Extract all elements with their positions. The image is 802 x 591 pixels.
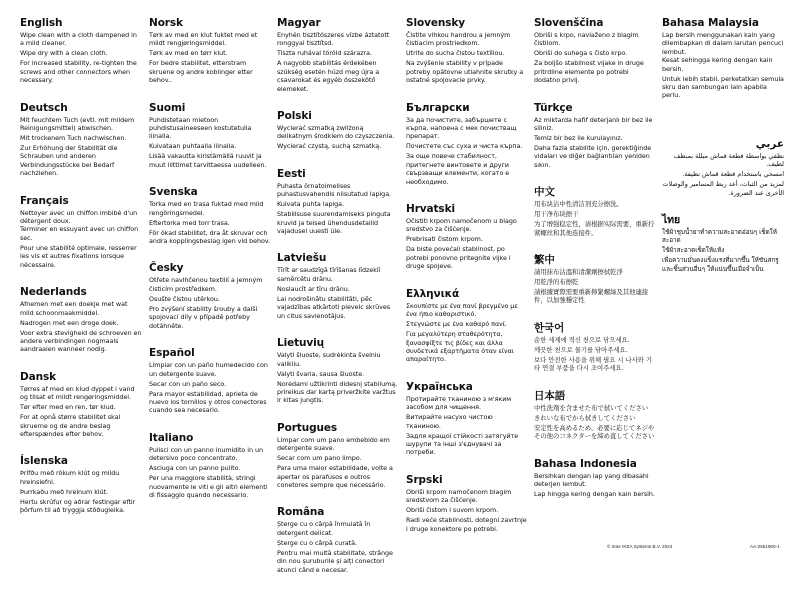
- instruction-text: เพื่อความมั่นคงแข็งแรงที่มากขึ้น ให้ขันสกรูและชิ้นส่วนอื่นๆ ให้แน่นขึ้นเมื่อจำเป็น: [662, 256, 779, 273]
- language-heading: Dansk: [20, 370, 57, 383]
- instruction-text: امسحي باستخدام قطعة قماش نظيفة.: [682, 170, 784, 179]
- instruction-text: Stabiilsuse suurendamiseks pinguta kruvid ja teised ühendusdetailid vajadusel uuesti üle.: [277, 210, 391, 236]
- language-heading: Česky: [149, 262, 184, 275]
- instruction-text: Da biste povećali stabilnost, po potrebi ponovno pritegnite vijke i druge spojeve.: [406, 245, 511, 271]
- instruction-text: Bersihkan dengan lap yang dibasahi deterjen lembut.: [534, 471, 649, 488]
- instruction-text: 安定性を高めるため、必要に応じてネジやその他のコネクターを締め直してください: [534, 423, 655, 441]
- instruction-text: Kuivata puhta lapiga.: [277, 200, 344, 209]
- language-section: [277, 252, 399, 320]
- language-heading: Srpski: [406, 473, 443, 486]
- language-section: [406, 381, 528, 457]
- instruction-text: Daha fazla stabilite için, gerektiğinde vidaları ve diğer bağlantıları yeniden sıkın.: [534, 144, 652, 169]
- instruction-text: Mit trockenem Tuch nachwischen.: [20, 134, 127, 143]
- language-heading: 한국어: [534, 321, 565, 334]
- instruction-text: Čistite vlhkou handrou a jemným čistiacim prostriedkom.: [406, 31, 511, 48]
- instruction-text: Hertu skrúfur og aðrar festingar eftir þörfum til að tryggja stöðugleika.: [20, 497, 136, 515]
- instruction-text: Σκουπίστε με ένα πανί βρεγμένο με ένα ήπιο καθαριστικό.: [406, 301, 518, 319]
- instruction-text: 순한 세제에 적신 천으로 닦으세요.: [534, 335, 630, 344]
- instruction-text: Obriši čistom i suvom krpom.: [406, 506, 499, 515]
- language-section: [406, 288, 528, 364]
- instruction-text: 中性洗剤を含ませた布で拭いてください: [534, 403, 649, 412]
- instruction-text: Tīrīt ar saudzīgā tīrīšanas līdzeklī samērcētu drānu.: [277, 266, 381, 283]
- language-section: [277, 17, 399, 93]
- instruction-text: För ökad stabilitet, dra åt skruvar och andra kopplingsbeslag igen vid behov.: [149, 228, 271, 246]
- language-heading: Українська: [406, 380, 473, 393]
- language-section: [277, 422, 399, 490]
- language-heading: English: [20, 17, 63, 29]
- instruction-text: Limpar com um pano embebido em detergente suave.: [277, 435, 390, 453]
- instruction-text: Na zvýšenie stability v prípade potreby opätovne utiahnite skrutky a ostatné spojovacie prvky.: [406, 59, 524, 85]
- instruction-text: Obriši s krpo, navlaženo z blagim čistilom.: [534, 31, 639, 48]
- language-column: [406, 17, 528, 550]
- language-heading: Deutsch: [20, 101, 68, 114]
- instruction-text: Στεγνώστε με ένα καθαρό πανί.: [406, 320, 507, 329]
- language-heading: Suomi: [149, 101, 186, 114]
- instruction-text: لمزيد من الثبات، أعد ربط المسامير والوصلات الأخرى عند الضرورة.: [662, 180, 784, 197]
- language-heading: 繁中: [534, 254, 555, 267]
- instruction-text: Otřete navlhčenou textilií a jemným čisticím prostředkem.: [149, 276, 263, 293]
- language-heading: Svenska: [149, 186, 198, 199]
- instruction-text: Secar com um pano limpo.: [277, 454, 362, 463]
- instruction-text: Obriši krpom namočenom blagim sredstvom za čišćenje.: [406, 487, 512, 505]
- language-heading: Eesti: [277, 167, 306, 180]
- language-heading: عربي: [755, 137, 784, 150]
- language-section: [20, 286, 142, 354]
- language-column: [662, 17, 784, 290]
- instruction-text: きれいな布でから拭きしてください: [534, 413, 636, 422]
- language-section: [534, 458, 656, 499]
- language-heading: Magyar: [277, 17, 321, 29]
- language-section: [534, 390, 656, 441]
- instruction-text: 用干净布块擦干: [534, 210, 579, 219]
- instruction-text: نظفي بواسطة قطعة قماش مبللة بمنظف لطيف.: [673, 151, 784, 169]
- instruction-text: Lai nodrošinātu stabilitāti, pēc vajadzības atkārtoti pievelc skrūves un citus savienotājus.: [277, 294, 391, 320]
- instruction-text: Tørk av med en tørr klut.: [149, 49, 228, 58]
- language-heading: ไทย: [662, 214, 681, 227]
- language-section: [277, 506, 399, 574]
- instruction-text: Wycierać czystą, suchą szmatką.: [277, 142, 382, 151]
- instruction-text: Temiz bir bez ile kurulayınız.: [534, 134, 623, 143]
- instruction-text: For bedre stabilitet, etterstram skruene og andre koblinger etter behov..: [149, 59, 253, 85]
- instruction-text: Lap bersih menggunakan kain yang dilembapkan di dalam larutan pencuci lembut. Kesat sehingga kering dengan kain bersih.: [662, 31, 784, 73]
- instruction-text: ใช้ผ้าชุบน้ำยาทำความสะอาดอ่อนๆ เช็ดให้สะอาด: [662, 228, 777, 245]
- instruction-text: Prebrisati čistom krpom.: [406, 235, 483, 244]
- instruction-text: Za boljšo stabilnost vijake in druge pritrdilne elemente po potrebi dodatno privij.: [534, 59, 644, 85]
- language-section: [662, 214, 784, 273]
- instruction-text: Utrite do sucha čistou textíliou.: [406, 49, 505, 58]
- instruction-text: За да почистите, забършете с кърпа, напоена с мек почистващ препарат.: [406, 115, 517, 141]
- language-section: [20, 371, 142, 439]
- copyright-text: © Inter IKEA Systems B.V. 2024: [607, 544, 673, 549]
- instruction-text: Задля кращої стійкості затягуйте шурупи та інші з'єднувачі за потреби.: [406, 431, 519, 457]
- language-heading: 日本語: [534, 389, 566, 402]
- instruction-text: Mit feuchtem Tuch (evtl. mit mildem Reinigungsmittel) abwischen.: [20, 115, 135, 133]
- instruction-text: Per una maggiore stabilità, stringi nuovamente le viti e gli altri elementi di fissaggio quando necessario.: [149, 474, 268, 499]
- language-column: [149, 17, 271, 516]
- language-section: [149, 102, 271, 170]
- instruction-text: Lisää vakautta kiristämällä ruuvit ja muut liittimet tarvittaessa uudelleen.: [149, 152, 267, 169]
- language-section: [149, 262, 271, 330]
- language-section: [277, 110, 399, 151]
- instruction-text: Untuk lebih stabil, perketatkan semula skru dan sambungan lain apabila perlu.: [662, 74, 784, 100]
- instruction-text: Pro zvýšení stability šrouby a další spojovací díly v případě potřeby dotáhněte.: [149, 304, 258, 330]
- instruction-text: Kuivataan puhtaalla liinalla.: [149, 142, 237, 151]
- instruction-text: Витирайте насухо чистою тканиною.: [406, 413, 493, 430]
- instruction-text: Wipe dry with a clean cloth.: [20, 49, 108, 58]
- language-heading: 中文: [534, 186, 555, 199]
- document-number: AA-2551900-1: [750, 544, 780, 549]
- language-column: [20, 17, 142, 532]
- language-heading: Ελληνικά: [406, 287, 460, 300]
- instruction-text: Voor extra stevigheid de schroeven en andere verbindingen nogmaals aandraaien wanneer nodig.: [20, 328, 142, 354]
- language-section: [20, 195, 142, 269]
- instruction-text: 請根據實際需要重新擰緊螺絲及其他連接件，以加強穩定性: [534, 288, 649, 305]
- instruction-text: Afnemen met een doekje met wat mild schoonmaakmiddel.: [20, 300, 128, 317]
- language-heading: Hrvatski: [406, 203, 455, 216]
- instruction-text: Secar con un paño seco.: [149, 379, 227, 388]
- instruction-text: Asciuga con un panno pulito.: [149, 464, 241, 473]
- instruction-text: Протирайте тканиною з м'яким засобом для чищення.: [406, 394, 512, 412]
- language-section: [534, 17, 656, 85]
- language-section: [534, 102, 656, 170]
- language-heading: Nederlands: [20, 286, 87, 299]
- instruction-text: ใช้ผ้าสะอาดเช็ดให้แห้ง: [662, 246, 725, 255]
- instruction-text: Valyti švaria, sausa šluoste.: [277, 369, 365, 378]
- instruction-text: For at opnå større stabilitet skal skruerne og de andre beslag efterspændes efter behov.: [20, 413, 121, 438]
- instruction-text: Tørres af med en klud dyppet i vand og tilsat et mildt rengøringsmiddel.: [20, 384, 135, 402]
- instruction-text: Tiszta ruhával töröld szárazra.: [277, 49, 372, 58]
- instruction-text: Για μεγαλύτερη σταθερότητα, ξανασφίξτε τις βίδες και άλλα συνδετικά εξαρτήματα όταν είναι απαραίτητο.: [406, 330, 514, 364]
- instruction-text: Radi veće stabilnosti, dotegni zavrtnje i druge konektore po potrebi.: [406, 516, 527, 533]
- language-section: [534, 254, 656, 305]
- language-section: [20, 455, 142, 514]
- language-heading: Íslenska: [20, 455, 68, 468]
- instruction-text: Valyti šluoste, sudrėkinta švelniu valikliu.: [277, 351, 381, 368]
- instruction-text: Șterge cu o cârpă curată.: [277, 538, 357, 547]
- language-heading: Polski: [277, 110, 312, 123]
- instruction-text: Þrífðu með rökum klút og mildu hreinsiefni.: [20, 469, 120, 486]
- instruction-text: 用布块沾中性清洁剂充分擦洗。: [534, 200, 623, 209]
- language-column: [277, 17, 399, 591]
- instruction-text: Noslaucīt ar tīru drānu.: [277, 284, 350, 293]
- instruction-text: 为了增强稳定性，请根据实际需要，重新拧紧螺丝和其他连接件。: [534, 220, 655, 237]
- instruction-text: Obriši do suhega s čisto krpo.: [534, 49, 628, 58]
- language-section: [662, 17, 784, 100]
- language-section: [406, 474, 528, 533]
- instruction-text: Nettoyer avec un chiffon imbibé d'un détergent doux. Terminer en essuyant avec un chiffon sec.: [20, 208, 139, 242]
- language-section: [534, 186, 656, 237]
- language-section: [20, 17, 142, 85]
- language-column: [534, 17, 656, 515]
- language-section: [20, 102, 142, 178]
- language-heading: Türkçe: [534, 101, 573, 114]
- instruction-text: Wipe clean with a cloth dampened in a mild cleaner.: [20, 31, 137, 48]
- language-heading: Latviešu: [277, 252, 327, 265]
- instruction-text: 請用抹布沾溫和清潔劑擦拭乾淨: [534, 268, 623, 277]
- language-heading: Bahasa Malaysia: [662, 17, 759, 29]
- instruction-text: Tørk av med en klut fuktet med et mildt rengjøringsmiddel.: [149, 31, 258, 48]
- language-section: [149, 186, 271, 245]
- language-section: [406, 203, 528, 271]
- instruction-text: Pulisci con un panno inumidito in un detersivo poco concentrato.: [149, 445, 263, 463]
- instruction-text: Očistiti krpom namočenom u blago sredstvo za čišćenje.: [406, 217, 517, 234]
- instruction-text: Zur Erhöhung der Stabilität die Schrauben und anderen Verbindungsstücke bei Bedarf nachziehen.: [20, 144, 118, 178]
- language-heading: Portugues: [277, 421, 338, 434]
- language-section: [406, 102, 528, 186]
- language-section: [149, 347, 271, 415]
- instruction-text: Para mayor estabilidad, aprieta de nuevo los tornillos y otros conectores cuando sea necesario.: [149, 389, 267, 415]
- instruction-text: За още повече стабилност, притегнете винтовете и други свързващи елементи, когато е необходимо.: [406, 152, 510, 186]
- instruction-text: Puhdistetaan mietoon puhdistusaineeseen kostutetulla liinalla.: [149, 115, 252, 141]
- instruction-text: 깨끗한 천으로 물기를 닦아주세요.: [534, 345, 628, 354]
- language-heading: Lietuvių: [277, 337, 325, 350]
- language-heading: Français: [20, 194, 69, 207]
- instruction-text: Limpiar con un paño humedecido con un detergente suave.: [149, 361, 268, 378]
- language-section: [534, 322, 656, 373]
- instruction-text: Eftertorka med torr trasa.: [149, 218, 230, 227]
- language-heading: Italiano: [149, 431, 194, 444]
- instruction-text: Puhasta õrnatoimelises puhastusvahendis niisutatud lapiga.: [277, 181, 392, 199]
- language-section: [277, 168, 399, 236]
- instruction-text: Почистете със суха и чиста кърпа.: [406, 142, 523, 151]
- instruction-text: A nagyobb stabilitás érdekében szükség esetén húzd meg újra a csavarokat és egyéb összekötő elemeket.: [277, 59, 380, 93]
- instruction-text: Þurrkaðu með hreinum klút.: [20, 487, 109, 496]
- language-section: [406, 17, 528, 85]
- instruction-text: Enyhén tisztítószeres vízbe áztatott ronggyal tisztítsd.: [277, 31, 390, 48]
- instruction-text: Nadrogen met een droge doek.: [20, 318, 119, 327]
- instruction-text: Pour une stabilité optimale, resserrer les vis et autres fixations lorsque nécessaire.: [20, 243, 137, 269]
- language-heading: Slovenščina: [534, 17, 604, 29]
- instruction-text: Șterge cu o cârpă înmuiată în detergent delicat.: [277, 520, 371, 537]
- instruction-text: Para uma maior estabilidade, volte a apertar os parafusos e outros conetores sempre que necessário.: [277, 464, 393, 489]
- instruction-text: Lap hingga kering dengan kain bersih.: [534, 489, 655, 498]
- instruction-text: For increased stability, re-tighten the screws and other connectors when necessary.: [20, 59, 137, 85]
- instruction-text: Pentru mai multă stabilitate, strânge din nou șuruburile și alți conectori atunci când e necesar.: [277, 548, 393, 574]
- language-heading: Slovensky: [406, 17, 465, 29]
- language-heading: Español: [149, 347, 195, 360]
- language-section: [149, 17, 271, 85]
- instruction-text: Torka med en trasa fuktad med mild rengöringsmedel.: [149, 200, 264, 217]
- instruction-text: Tør efter med en ren, tør klud.: [20, 403, 116, 412]
- instruction-text: Az miktarda hafif deterjanlı bir bez ile siliniz.: [534, 115, 653, 133]
- language-section: [277, 337, 399, 405]
- instruction-text: Norėdami užtikrinti didesnį stabilumą, prireikus dar kartą priveržkite varžtus ir kitas jungtis.: [277, 379, 398, 405]
- instruction-text: 用乾淨的布擦乾: [534, 278, 579, 287]
- instruction-text: Osušte čistou utěrkou.: [149, 294, 220, 303]
- language-heading: Româna: [277, 506, 325, 519]
- instruction-text: Wycierać szmatką zwilżoną delikatnym środkiem do czyszczenia.: [277, 124, 395, 141]
- language-heading: Bahasa Indonesia: [534, 457, 637, 470]
- instruction-text: 보다 안전한 사용을 위해 필요 시 나사와 기타 연결 부품을 다시 조여주세요.: [534, 355, 652, 373]
- language-heading: Norsk: [149, 17, 183, 29]
- language-heading: Български: [406, 101, 470, 114]
- language-section: [149, 432, 271, 500]
- language-section: [662, 138, 784, 197]
